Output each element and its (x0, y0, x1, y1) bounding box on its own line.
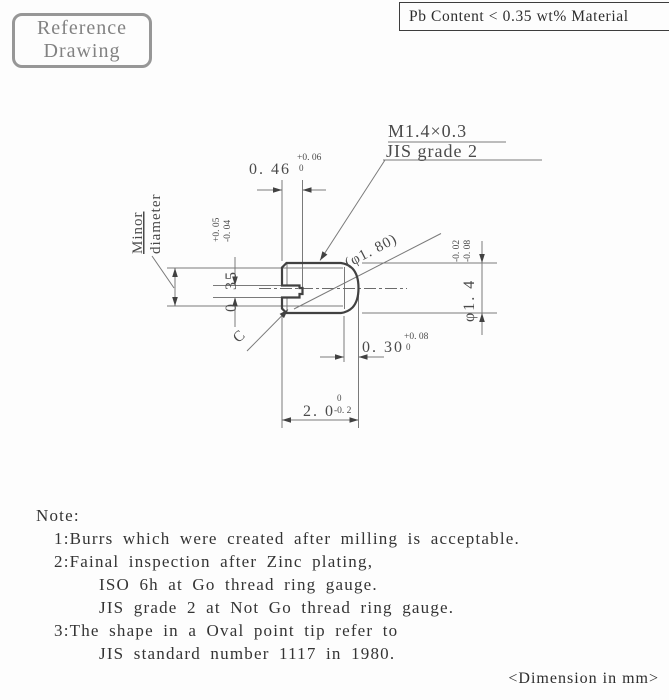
minor-diameter-label-line1: Minor (130, 211, 146, 254)
stamp-line-2: Drawing (43, 40, 121, 62)
slot-width-tol-upper: +0. 05 (212, 217, 222, 242)
slot-depth-value: 0. 46 (249, 161, 291, 178)
major-diameter-tol-upper: -0. 02 (452, 239, 462, 262)
extension-lines (152, 142, 542, 428)
note-2: 2:Fainal inspection after Zinc plating, (54, 552, 374, 571)
thread-size-label: M1.4×0.3 (388, 121, 468, 141)
thread-grade-label: JIS grade 2 (386, 141, 478, 161)
point-length-value: 0. 30 (362, 339, 404, 356)
overall-length-value: 2. 0 (303, 403, 335, 420)
pb-content-text: Pb Content < 0.35 wt% Material (409, 8, 629, 25)
note-2a: ISO 6h at Go thread ring gauge. (99, 575, 378, 594)
slot-depth-tol-lower: 0 (299, 163, 304, 173)
dimension-unit-note: <Dimension in mm> (508, 670, 659, 687)
point-length-tol-lower: 0 (406, 342, 411, 352)
slot-depth-tol-upper: +0. 06 (297, 153, 322, 163)
slot-width-value: 0. 35 (223, 270, 240, 312)
note-3a: JIS standard number 1117 in 1980. (99, 644, 396, 663)
stamp-line-1: Reference (36, 17, 128, 39)
overall-length-tol-lower: -0. 2 (334, 406, 352, 416)
notes-block (36, 504, 636, 665)
major-diameter-tol-lower: -0. 08 (463, 239, 473, 262)
major-diameter-value: φ1. 4 (461, 278, 478, 322)
minor-diameter-label-line2: diameter (148, 193, 164, 254)
note-3: 3:The shape in a Oval point tip refer to (54, 621, 399, 640)
notes-title: Note: (36, 506, 80, 525)
point-diameter-ref: (φ1. 80) (342, 231, 401, 272)
point-length-tol-upper: +0. 08 (404, 332, 429, 342)
chamfer-label: C (230, 327, 249, 347)
slot-width-tol-lower: -0. 04 (223, 219, 233, 242)
overall-length-tol-upper: 0 (337, 393, 342, 403)
note-1: 1:Burrs which were created after milling is acceptable. (54, 529, 520, 548)
note-2b: JIS grade 2 at Not Go thread ring gauge. (99, 598, 455, 617)
